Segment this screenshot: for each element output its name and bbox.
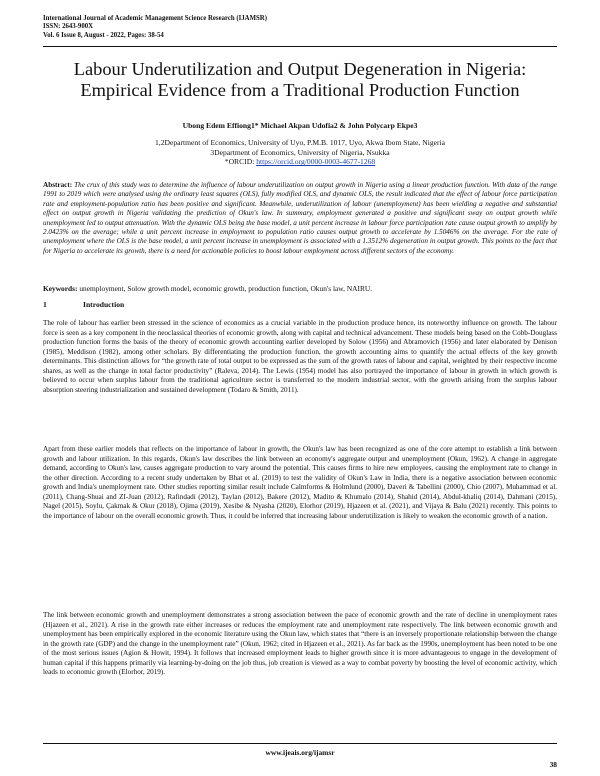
section-number: 1	[43, 300, 47, 309]
title-line-1: Labour Underutilization and Output Degeneration in Nigeria:	[73, 59, 527, 79]
journal-name: International Journal of Academic Management Science Research (IJAMSR)	[43, 15, 267, 22]
keywords	[43, 284, 557, 293]
abstract	[43, 181, 557, 256]
author-list: Ubong Edem Effiong1* Michael Akpan Udofia2 & John Polycarp Ekpe3	[182, 121, 418, 130]
paper-title	[43, 59, 557, 101]
orcid-label: *ORCID:	[224, 157, 257, 167]
paragraph-2: Apart from these earlier models that reflects on the importance of labour in growth, the Okun's law has been recognized as one of the core attempt to establish a link between growth and labour utilization. In this regards, Okun's law describes the link between an economy's aggregate output and unemployment (Okun, 1962). A change in aggregate demand, according to Okun's law, causes aggregate production to vary around the potential. This causes firms to hire new employees, causing the employment rate to change in the other direction. According to a recent study undertaken by Bhat et al. (2019) to test the validity of Okun's Law in India, there is a negative association between economic growth and India's unemployment rate. Other studies reporting similar result include Calmforms & Holmlund (2000), Daveri & Tabellini (2000), Chio (2007), Muhammad et al. (2011), Chang-Shuai and ZI-Juan (2012), Rafindadi (2012), Taylan (2012), Bakere (2012), Madito & Khumalo (2014), Shahid (2014), Abdul-khaliq (2014), Dahmani (2015), Nagel (2015), Soylu, Çakmak & Okur (2018), Ojima (2019), Xesibe & Nyasha (2020), Elorhor (2019), Hjazeen et al. (2021), and Vijaya & Balu (2021) recently. This points to the importance of labour on the overall economic growth. Thus, it could be inferred that increasing labour underutilization is likely to weaken the economic growth of a nation.	[43, 445, 557, 520]
section-title: Introduction	[83, 300, 125, 309]
paragraph-3: The link between economic growth and unemployment demonstrates a strong association between the pace of economic growth and the rate of decline in unemployment rates (Hjazeen et al., 2021). A rise in the growth rate either increases or reduces the employment rate and unemployment rate respectively. The link between economic growth and unemployment has been empirically explored in the economic literature using the Okun law, which states that “there is an inversely proportionate relationship between the change in the growth rate (GDP) and the change in the unemployment rate” (Okun, 1962; cited in Hjazeen et al., 2021). As far back as the 1990s, unemployment has been noted to be one of the most serious issues (Agion & Howit, 1994). It follows that increased employment leads to higher growth since it is more advantageous to engage in the development of human capital if this happens primarily via learning-by-doing on the job thus, job creation is viewed as a way to combat poverty by boosting the level of economic activity, which leads to economic growth (Elorhor, 2019).	[43, 611, 557, 676]
abstract-label: Abstract:	[43, 181, 73, 189]
affiliation-1: 1,2Department of Economics, University of Uyo, P.M.B. 1017, Uyo, Akwa Ibom State, Nigeria	[155, 138, 445, 147]
section-heading-introduction	[43, 300, 124, 309]
abstract-text: The crux of this study was to determine the influence of labour underutilization on output growth in Nigeria using a linear production function. With data of the range 1991 to 2019 which were analysed using the ordinary least squares (OLS), fully modified OLS, and dynamic OLS, the result indicated that the effect of labour force participation rate and employment-population ratio has been positive and significant. Meanwhile, underutilization of labour (unemployment) has been wielding a negative and substantial effect on output growth in Nigeria validating the prediction of Okun's law. In summary, employment generated a positive and significant sway on output growth while unemployment led to output attenuation. With the dynamic OLS being the base model, a unit percent increase in labour force participation rate cause output growth to amplify by 2.0423% on the average; while a unit percent increase in employment to population ratio causes output growth to accelerate by 1.5046% on the average. For the rate of unemployment where the OLS is the base model, a unit percent increase in unemployment is associated with a 1.3512% degeneration in output growth. This points to the fact that for Nigeria to accelerate its growth, there is a need for actionable policies to boost labour employment across different sectors of the economy.	[43, 181, 557, 255]
affiliation-2: 3Department of Economics, University of Nigeria, Nsukka	[210, 147, 390, 157]
journal-issn: ISSN: 2643-900X	[43, 23, 94, 31]
paragraph-1: The role of labour has earlier been stressed in the science of economics as a crucial variable in the production produce hence, its noteworthy influence on growth. The labour force is seen as a key component in the neoclassical theories of economic growth, along with capital and technical advancement. These models being based on the Cobb-Douglass production function forms the basis of the theory of economic growth accounting earlier developed by Solow (1956) and Abramovich (1956) and later elaborated by Denison (1985), Meddison (1982), among other scholars. By differentiating the production function, the growth accounting aims to quantify the actual effects of the key growth determinants. This distinction allows for “the growth rate of total output to be expressed as the sum of the growth rates of labour and capital, weighted by their respective income shares, as well as the change in total factor productivity” (Raleva, 2014). The Lewis (1954) model has also portrayed the importance of labour in growth in which growth is believed to occur when surplus labour from the traditional agriculture sector is transferred to the modern industrial sector, with the growth arising from the surplus labour absorption steering industrialization and sustained development (Todaro & Smith, 2011).	[43, 319, 557, 394]
footer-rule	[43, 743, 557, 744]
page-number: 38	[549, 760, 557, 769]
journal-header	[43, 15, 267, 40]
orcid-link[interactable]: https://orcid.org/0000-0003-4677-1268	[256, 157, 376, 167]
journal-volume: Vol. 6 Issue 8, August - 2022, Pages: 38-54	[43, 31, 164, 39]
title-line-2: Empirical Evidence from a Traditional Production Function	[80, 80, 520, 100]
orcid-line	[43, 157, 557, 167]
footer-url[interactable]: www.ijeais.org/ijamsr	[265, 748, 335, 757]
keywords-label: Keywords:	[43, 284, 78, 293]
keywords-text: unemployment, Solow growth model, economic growth, production function, Okun's law, NAIRU.	[77, 284, 373, 293]
affiliations	[43, 138, 557, 167]
header-rule	[43, 46, 557, 47]
